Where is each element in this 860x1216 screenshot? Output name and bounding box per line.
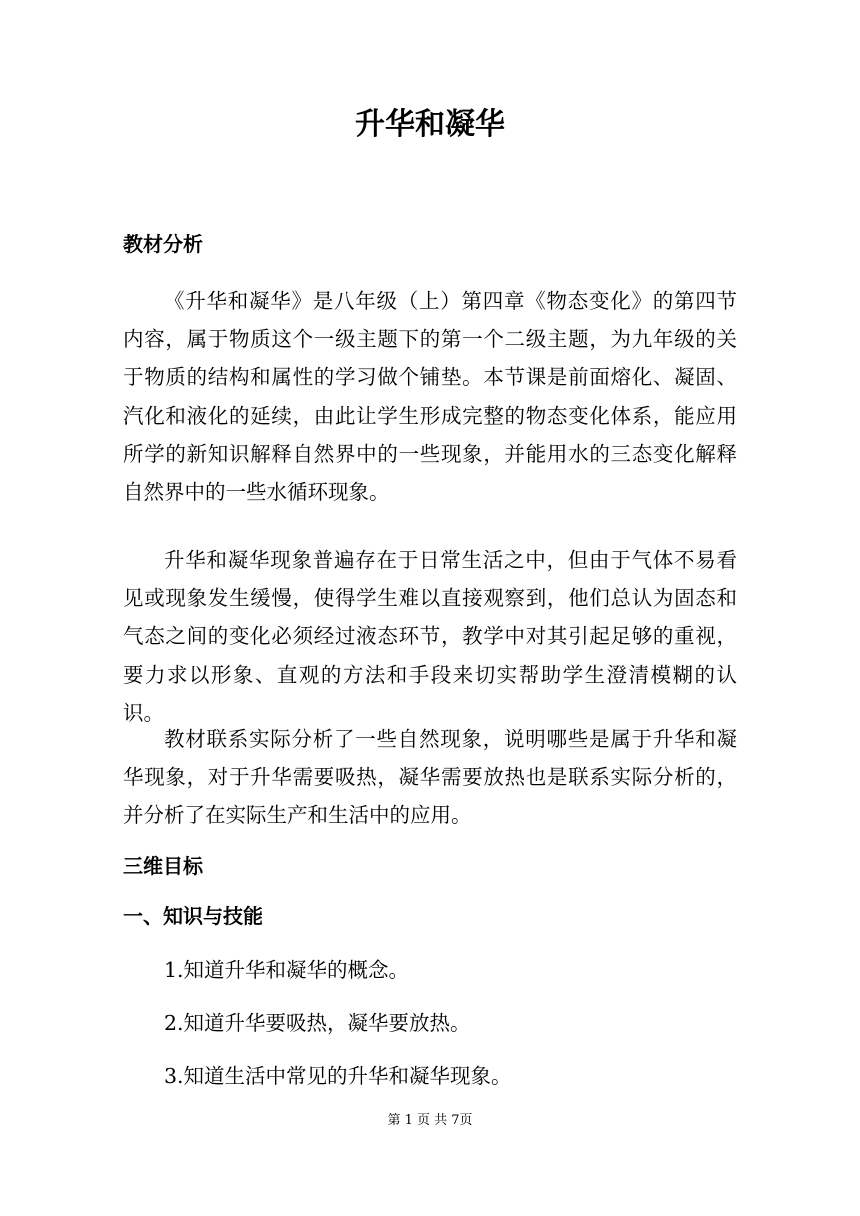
section-heading-analysis: 教材分析 bbox=[123, 232, 203, 256]
paragraph-2: 升华和凝华现象普遍存在于日常生活之中，但由于气体不易看见或现象发生缓慢，使得学生难以直接观察到，他们总认为固态和气态之间的变化必须经过液态环节，教学中对其引起足够的重视，要力求以形象、直观的方法和手段来切实帮助学生澄清模糊的认识。 bbox=[123, 548, 737, 725]
paragraph-1: 《升华和凝华》是八年级（上）第四章《物态变化》的第四节内容，属于物质这个一级主题下的第一个二级主题，为九年级的关于物质的结构和属性的学习做个铺垫。本节课是前面熔化、凝固、汽化和液化的延续，由此让学生形成完整的物态变化体系，能应用所学的新知识解释自然界中的一些现象，并能用水的三态变化解释自然界中的一些水循环现象。 bbox=[123, 289, 737, 505]
page-footer: 第 1 页 共 7页 bbox=[387, 1113, 473, 1128]
page-title: 升华和凝华 bbox=[355, 107, 505, 142]
paragraph-3: 教材联系实际分析了一些自然现象，说明哪些是属于升华和凝华现象，对于升华需要吸热，凝华需要放热也是联系实际分析的，并分析了在实际生产和生活中的应用。 bbox=[123, 727, 737, 828]
list-item: 3.知道生活中常见的升华和凝华现象。 bbox=[164, 1064, 512, 1088]
list-item: 1.知道升华和凝华的概念。 bbox=[164, 958, 410, 982]
section-heading-knowledge: 一、知识与技能 bbox=[123, 904, 263, 928]
section-heading-goals: 三维目标 bbox=[123, 854, 203, 878]
list-item: 2.知道升华要吸热，凝华要放热。 bbox=[164, 1011, 471, 1035]
